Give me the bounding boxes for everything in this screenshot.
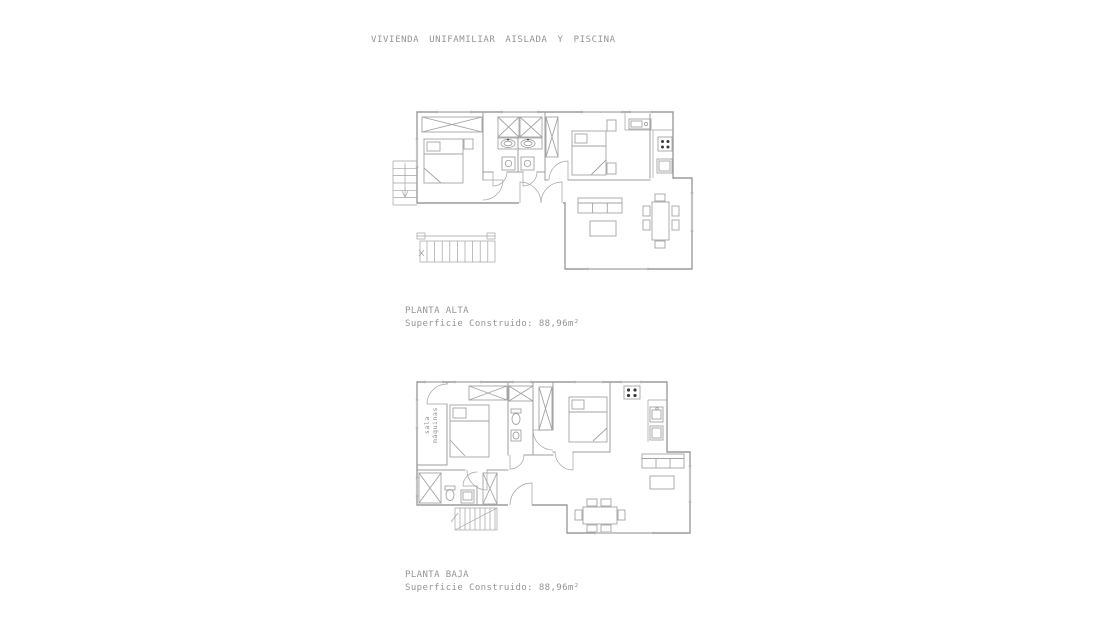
exterior-stairs-icon xyxy=(393,161,417,205)
bed-icon xyxy=(572,131,606,175)
machine-room-label xyxy=(423,407,439,443)
fridge-icon xyxy=(657,159,672,173)
planta-alta-drawing xyxy=(390,95,710,285)
terrace-stairs-icon xyxy=(417,233,495,262)
kitchen-sink-icon xyxy=(629,119,651,129)
svg-text:máquinas: máquinas xyxy=(431,406,439,444)
wardrobe-icon xyxy=(546,117,558,157)
svg-text:sala: sala xyxy=(423,415,431,435)
dining-table-icon xyxy=(643,194,679,248)
shower-icon xyxy=(419,473,441,503)
planta-alta-area: Superficie Construido: 88,96m² xyxy=(405,319,580,329)
kitchen-sink-icon xyxy=(650,407,663,422)
double-sink-icon xyxy=(498,138,542,149)
bedside-table xyxy=(607,120,616,174)
drawing-title: VIVIENDA UNIFAMILIAR AISLADA Y PISCINA xyxy=(371,35,616,45)
bedside-table xyxy=(464,139,473,149)
door-arcs xyxy=(427,384,573,505)
coffee-table-icon xyxy=(590,221,616,236)
stove-icon xyxy=(658,137,672,151)
fridge-icon xyxy=(650,426,663,440)
planta-baja-label: PLANTA BAJA xyxy=(405,570,470,580)
walls xyxy=(417,112,692,269)
dining-table-icon xyxy=(575,499,625,532)
wardrobe-icon xyxy=(509,386,552,430)
planta-baja-area: Superficie Construido: 88,96m² xyxy=(405,583,580,593)
wardrobe-icon xyxy=(483,473,497,504)
washbasin-icon xyxy=(511,430,521,441)
door-arcs xyxy=(483,161,568,203)
bed-icon xyxy=(424,139,463,183)
coffee-table-icon xyxy=(650,476,674,489)
bed-icon xyxy=(569,397,607,442)
sofa-icon xyxy=(642,454,684,468)
planta-alta-label: PLANTA ALTA xyxy=(405,306,470,316)
toilet-icon xyxy=(511,409,521,425)
planta-baja-drawing xyxy=(405,370,705,565)
toilet-icon xyxy=(445,486,455,501)
entry-stairs-icon xyxy=(451,508,497,530)
washbasin-icon xyxy=(461,490,474,503)
wardrobe-icon xyxy=(498,117,542,137)
wardrobe-icon xyxy=(422,117,482,132)
bed-icon xyxy=(450,405,489,457)
sofa-icon xyxy=(578,198,622,213)
wardrobe-icon xyxy=(469,386,507,400)
stove-icon xyxy=(624,386,640,399)
